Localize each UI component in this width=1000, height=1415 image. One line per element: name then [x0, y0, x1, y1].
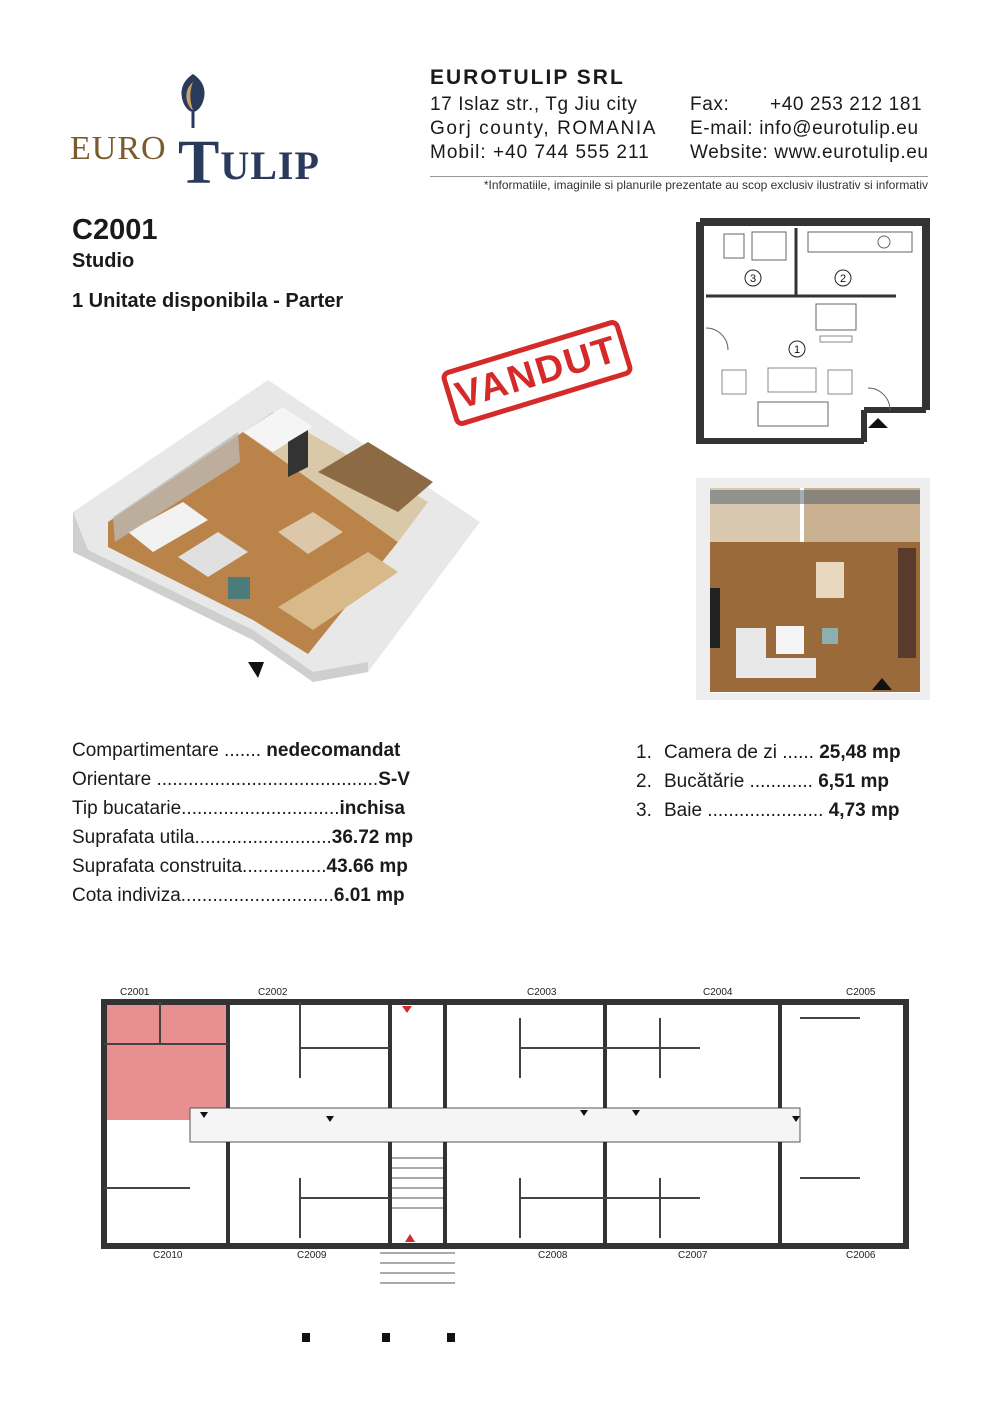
spec-value: 6.01 mp — [333, 885, 405, 906]
spec-leader: ............................. — [180, 885, 334, 906]
spec-label: Suprafata utila — [72, 827, 195, 848]
logo-euro-text: EURO — [70, 130, 167, 167]
spec-label: Cota indiviza — [72, 885, 181, 906]
spec-label: Tip bucatarie — [72, 798, 182, 819]
spec-row-orientare — [72, 769, 410, 791]
unit-label-top-1: C2001 — [120, 987, 150, 998]
unit-label-bottom-1: C2010 — [153, 1250, 183, 1261]
logo-ulip-text: ULIP — [220, 143, 320, 188]
company-logo — [70, 72, 330, 197]
unit-type: Studio — [72, 250, 135, 272]
room-number: 2. — [636, 771, 652, 792]
highlighted-unit-c2001 — [104, 1002, 228, 1120]
decorative-dot — [382, 1333, 390, 1342]
logo-tulip-text — [178, 124, 320, 195]
tulip-icon — [172, 72, 214, 128]
isometric-render-image — [68, 372, 488, 692]
disclaimer-text: *Informatiile, imaginile si planurile prezentate au scop exclusiv ilustrativ si informativ — [483, 178, 928, 192]
fax-label: Fax: — [690, 94, 730, 115]
spec-leader: ....... — [218, 740, 267, 761]
address-line-1: 17 Islaz str., Tg Jiu city — [430, 94, 638, 115]
website-address: Website: www.eurotulip.eu — [690, 142, 929, 163]
room-label: Camera de zi — [664, 742, 777, 763]
room-2-marker: 2 — [839, 273, 847, 285]
spec-label: Compartimentare — [72, 740, 219, 761]
spec-leader: .......................... — [194, 827, 332, 848]
unit-label-top-3: C2003 — [527, 987, 557, 998]
room-label: Bucătărie — [664, 771, 745, 792]
room-row-camera-de-zi — [636, 742, 901, 764]
room-1-marker: 1 — [793, 344, 801, 356]
spec-leader: ................ — [242, 856, 327, 877]
spec-label: Suprafata construita — [72, 856, 243, 877]
room-row-bucatarie — [636, 771, 889, 793]
spec-value: inchisa — [339, 798, 405, 819]
room-leader: ...... — [777, 742, 820, 763]
logo-t-letter: T — [178, 129, 221, 197]
room-label: Baie — [664, 800, 703, 821]
spec-value: nedecomandat — [266, 740, 401, 761]
address-line-2: Gorj county, ROMANIA — [430, 118, 657, 139]
spec-value: S-V — [378, 769, 410, 790]
spec-row-compartimentare — [72, 740, 400, 762]
room-row-baie — [636, 800, 900, 822]
unit-label-bottom-3: C2008 — [538, 1250, 568, 1261]
unit-label-top-2: C2002 — [258, 987, 288, 998]
decorative-dot — [302, 1333, 310, 1342]
room-number: 3. — [636, 800, 652, 821]
building-floor-plan — [100, 998, 910, 1288]
spec-value: 43.66 mp — [326, 856, 408, 877]
furnished-plan-render — [696, 478, 930, 700]
room-3-marker: 3 — [749, 273, 757, 285]
unit-label-bottom-2: C2009 — [297, 1250, 327, 1261]
sold-stamp: VANDUT — [440, 318, 635, 428]
email-address: E-mail: info@eurotulip.eu — [690, 118, 919, 139]
room-leader: ...................... — [702, 800, 829, 821]
room-number: 1. — [636, 742, 652, 763]
spec-row-cota-indiviza — [72, 885, 405, 907]
room-leader: ............ — [744, 771, 819, 792]
spec-value: 36.72 mp — [331, 827, 414, 848]
spec-label: Orientare — [72, 769, 152, 790]
spec-leader: .......................................... — [151, 769, 379, 790]
mobile-number: Mobil: +40 744 555 211 — [430, 142, 650, 163]
unit-code: C2001 — [72, 214, 158, 246]
fax-number: +40 253 212 181 — [770, 94, 923, 115]
room-area: 25,48 mp — [819, 742, 901, 763]
floor-plan-drawing — [696, 218, 930, 444]
decorative-dot — [447, 1333, 455, 1342]
company-name: EUROTULIP SRL — [430, 66, 625, 89]
room-area: 6,51 mp — [818, 771, 889, 792]
unit-label-bottom-5: C2006 — [846, 1250, 876, 1261]
spec-row-suprafata-construita — [72, 856, 408, 878]
unit-label-bottom-4: C2007 — [678, 1250, 708, 1261]
unit-label-top-5: C2005 — [846, 987, 876, 998]
spec-row-suprafata-utila — [72, 827, 413, 849]
unit-label-top-4: C2004 — [703, 987, 733, 998]
header-divider — [430, 176, 928, 177]
room-area: 4,73 mp — [828, 800, 900, 821]
availability-text: 1 Unitate disponibila - Parter — [72, 290, 344, 312]
spec-row-tip-bucatarie — [72, 798, 405, 820]
spec-leader: .............................. — [181, 798, 340, 819]
